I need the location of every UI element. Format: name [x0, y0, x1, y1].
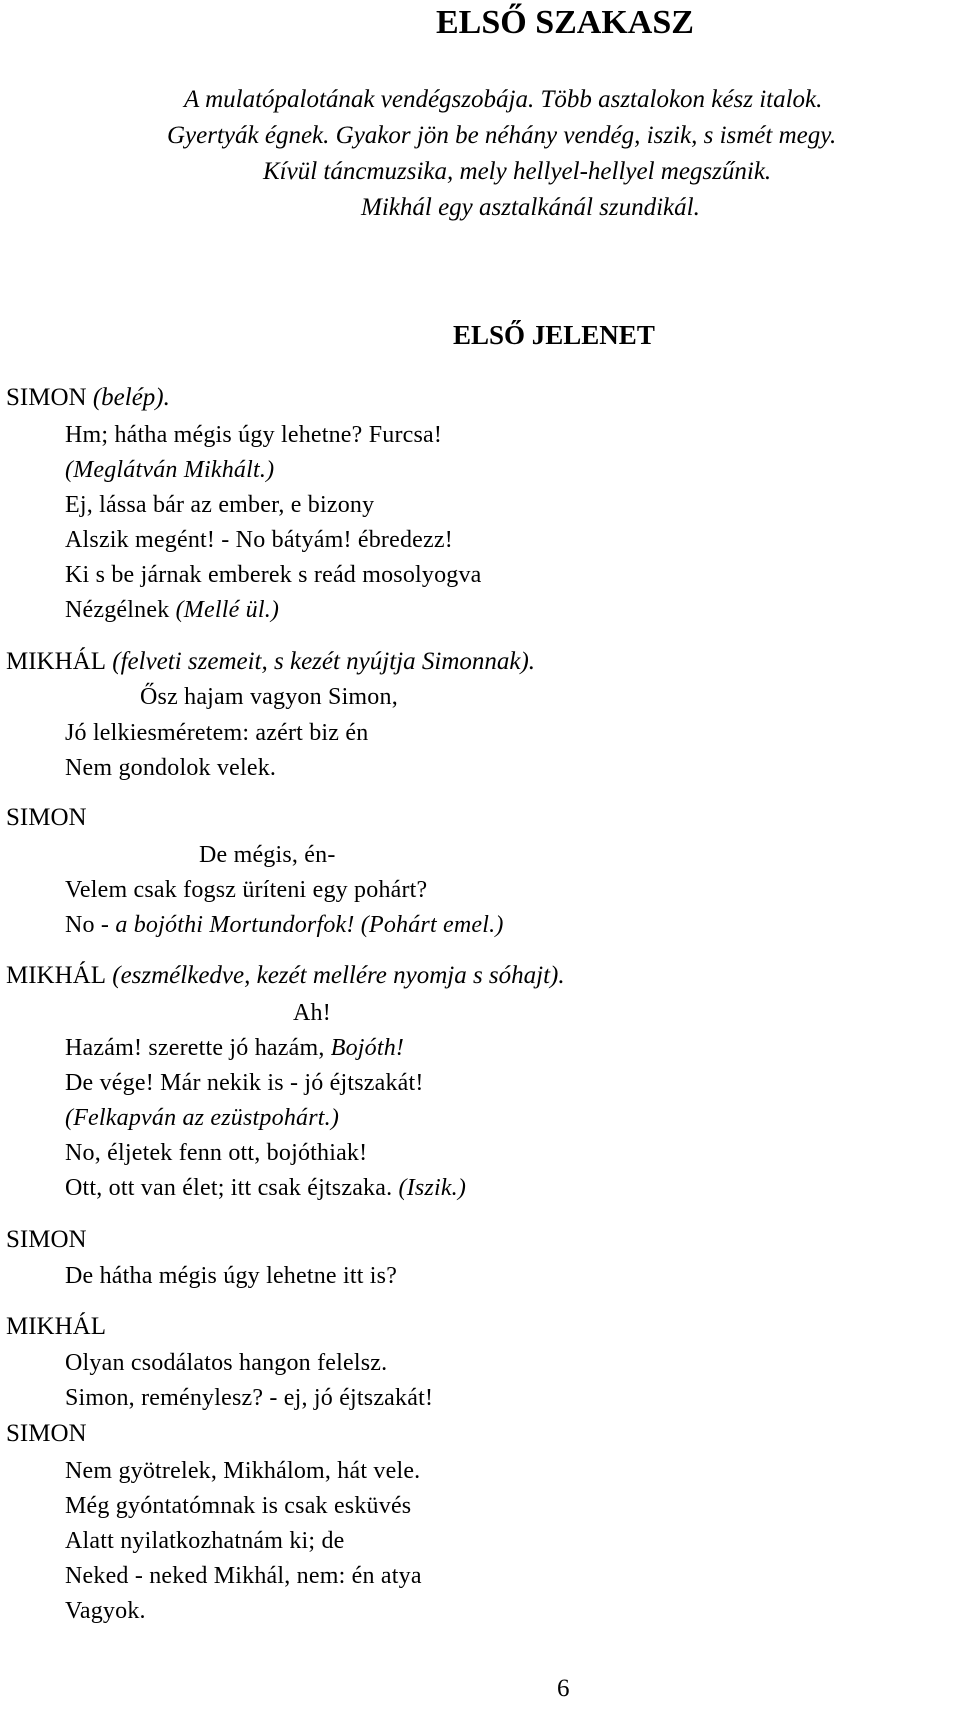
speaker-line: [6, 384, 170, 412]
stage-direction-line: Kívül táncmuzsika, mely hellyel-hellyel megszűnik.: [263, 158, 772, 185]
verse-line: Simon, reménylesz? - ej, jó éjtszakát!: [65, 1385, 434, 1411]
verse-line: De hátha mégis úgy lehetne itt is?: [65, 1263, 398, 1289]
verse-line: [65, 1035, 404, 1062]
verse-line: (Felkapván az ezüstpohárt.): [65, 1105, 340, 1131]
page-number: 6: [557, 1675, 570, 1702]
verse-line: Vagyok.: [65, 1598, 146, 1624]
speaker-name: MIKHÁL: [6, 962, 106, 989]
section-title: ELSŐ SZAKASZ: [436, 4, 694, 41]
verse-line: Ej, lássa bár az ember, e bizony: [65, 492, 375, 518]
speaker-direction: (belép).: [86, 384, 170, 411]
speaker-name: SIMON: [6, 384, 87, 411]
verse-line: [65, 912, 504, 939]
verse-text: Hazám! szerette jó hazám,: [65, 1035, 331, 1061]
verse-text: No -: [65, 912, 116, 938]
scene-title: ELSŐ JELENET: [453, 320, 655, 350]
verse-line: Alatt nyilatkozhatnám ki; de: [65, 1528, 345, 1554]
verse-line: De vége! Már nekik is - jó éjtszakát!: [65, 1070, 424, 1096]
verse-line: Még gyóntatómnak is csak esküvés: [65, 1493, 412, 1519]
verse-line: Nem gyötrelek, Mikhálom, hát vele.: [65, 1458, 421, 1484]
speaker-line: [6, 962, 565, 990]
stage-direction-line: A mulatópalotának vendégszobája. Több asztalokon kész italok.: [184, 86, 823, 113]
speaker-direction: (eszmélkedve, kezét mellére nyomja s sóhajt).: [106, 962, 565, 989]
verse-line: Neked - neked Mikhál, nem: én atya: [65, 1563, 422, 1589]
verse-line: [65, 1175, 466, 1202]
verse-line: De mégis, én-: [199, 842, 336, 868]
verse-line: Ah!: [293, 1000, 331, 1026]
verse-line: Jó lelkiesméretem: azért biz én: [65, 720, 369, 746]
speaker-direction: (felveti szemeit, s kezét nyújtja Simonnak).: [106, 648, 536, 675]
speaker-name: SIMON: [6, 1420, 87, 1447]
verse-line: No, éljetek fenn ott, bojóthiak!: [65, 1140, 368, 1166]
verse-emphasis: Bojóth!: [330, 1035, 405, 1061]
speaker-line: [6, 648, 535, 676]
verse-line: Ősz hajam vagyon Simon,: [140, 684, 398, 710]
verse-line: Alszik megént! - No bátyám! ébredezz!: [65, 527, 453, 553]
verse-line: Hm; hátha mégis úgy lehetne? Furcsa!: [65, 422, 443, 448]
verse-line: (Meglátván Mikhált.): [65, 457, 275, 483]
speaker-name: SIMON: [6, 1226, 87, 1253]
stage-direction-line: Mikhál egy asztalkánál szundikál.: [361, 194, 700, 221]
verse-line: Nem gondolok velek.: [65, 755, 277, 781]
stage-direction-line: Gyertyák égnek. Gyakor jön be néhány vendég, iszik, s ismét megy.: [167, 122, 837, 149]
verse-text: Ott, ott van élet; itt csak éjtszaka.: [65, 1175, 399, 1201]
verse-direction: a bojóthi Mortundorfok! (Pohárt emel.): [115, 912, 504, 938]
verse-text: Nézgélnek: [65, 597, 176, 623]
verse-line: Olyan csodálatos hangon felelsz.: [65, 1350, 388, 1376]
speaker-name: MIKHÁL: [6, 648, 106, 675]
speaker-name: SIMON: [6, 804, 87, 831]
verse-line: [65, 597, 279, 624]
verse-direction: (Mellé ül.): [175, 597, 280, 623]
verse-line: Velem csak fogsz üríteni egy pohárt?: [65, 877, 428, 903]
verse-line: Ki s be járnak emberek s reád mosolyogva: [65, 562, 482, 588]
verse-direction: (Iszik.): [398, 1175, 467, 1201]
speaker-name: MIKHÁL: [6, 1313, 106, 1340]
